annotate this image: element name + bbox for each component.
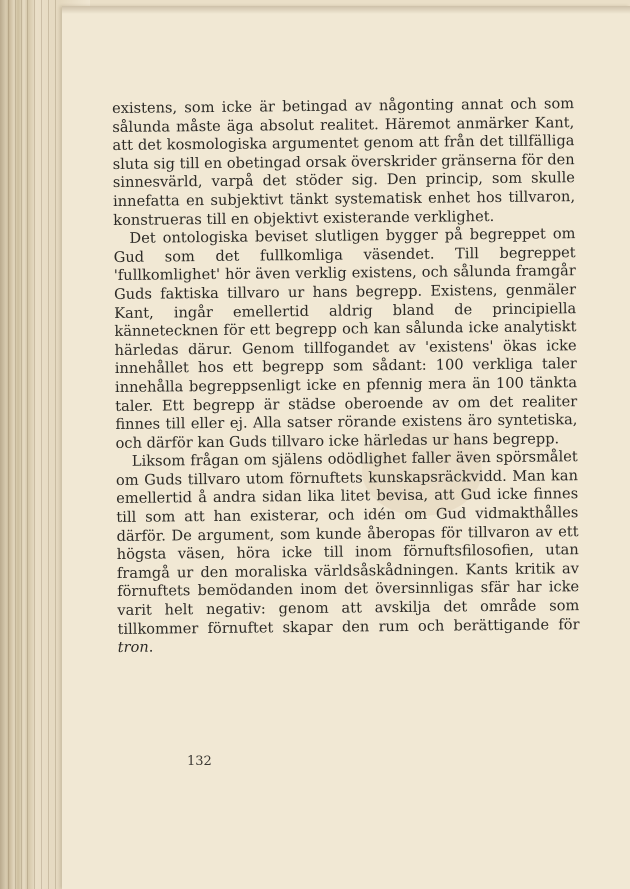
body-text bbox=[112, 95, 580, 658]
paragraph-1: existens, som icke är betingad av någonting annat och som sålunda måste äga absolut realitet. Häremot anmärker Kant, att det kosmologiska argumentet genom att från det tillfälliga sluta sig till en obetingad orsak överskrider gränserna för den sinnesvärld, varpå det stöder sig. Den princip, som skulle innefatta en subjektivt tänkt systematisk enhet hos tillvaron, konstrueras till en objektivt existerande verklighet. bbox=[112, 95, 576, 229]
page-number: 132 bbox=[187, 754, 212, 769]
paragraph-3 bbox=[116, 448, 580, 657]
page-top-shadow bbox=[62, 6, 630, 14]
paragraph-3-end: . bbox=[148, 638, 154, 656]
paragraph-3-italic-word: tron bbox=[117, 638, 149, 657]
paragraph-2: Det ontologiska beviset slutligen bygger på begreppet om Gud som det fullkomliga väsendet. Till begreppet 'fullkomlighet' hör även verklig existens, och sålunda framgår Guds faktiska tillvaro ur hans begrepp. Existens, genmäler Kant, ingår emellertid aldrig bland de principiella kännetecknen för ett begrepp och kan sålunda icke analytiskt härledas därur. Genom tillfogandet av 'existens' ökas icke innehållet hos ett begrepp som sådant: 100 verkliga taler innehålla begreppsenligt icke en pfennig mera än 100 tänkta taler. Ett begrepp är städse oberoende av om det realiter finnes till eller ej. Alla satser rörande existens äro syntetiska, och därför kan Guds tillvaro icke härledas ur hans begrepp. bbox=[113, 225, 578, 452]
paragraph-3-text: Liksom frågan om själens odödlighet faller även spörsmålet om Guds tillvaro utom förnuftets kunskapsräckvidd. Man kan emellertid å andra sidan lika litet bevisa, att Gud icke finnes till som att han existerar, och idén om Gud vidmakthålles därför. De argument, som kunde åberopas för tillvaron av ett högsta väsen, höra icke till inom förnuftsfilosofien, utan framgå ur den moraliska världsåskådningen. Kants kritik av förnuftets bemödanden inom det översinnligas sfär har icke varit helt negativ: genom att avskilja det område som tillkommer förnuftet skapar den rum och berättigande för bbox=[115, 448, 580, 638]
